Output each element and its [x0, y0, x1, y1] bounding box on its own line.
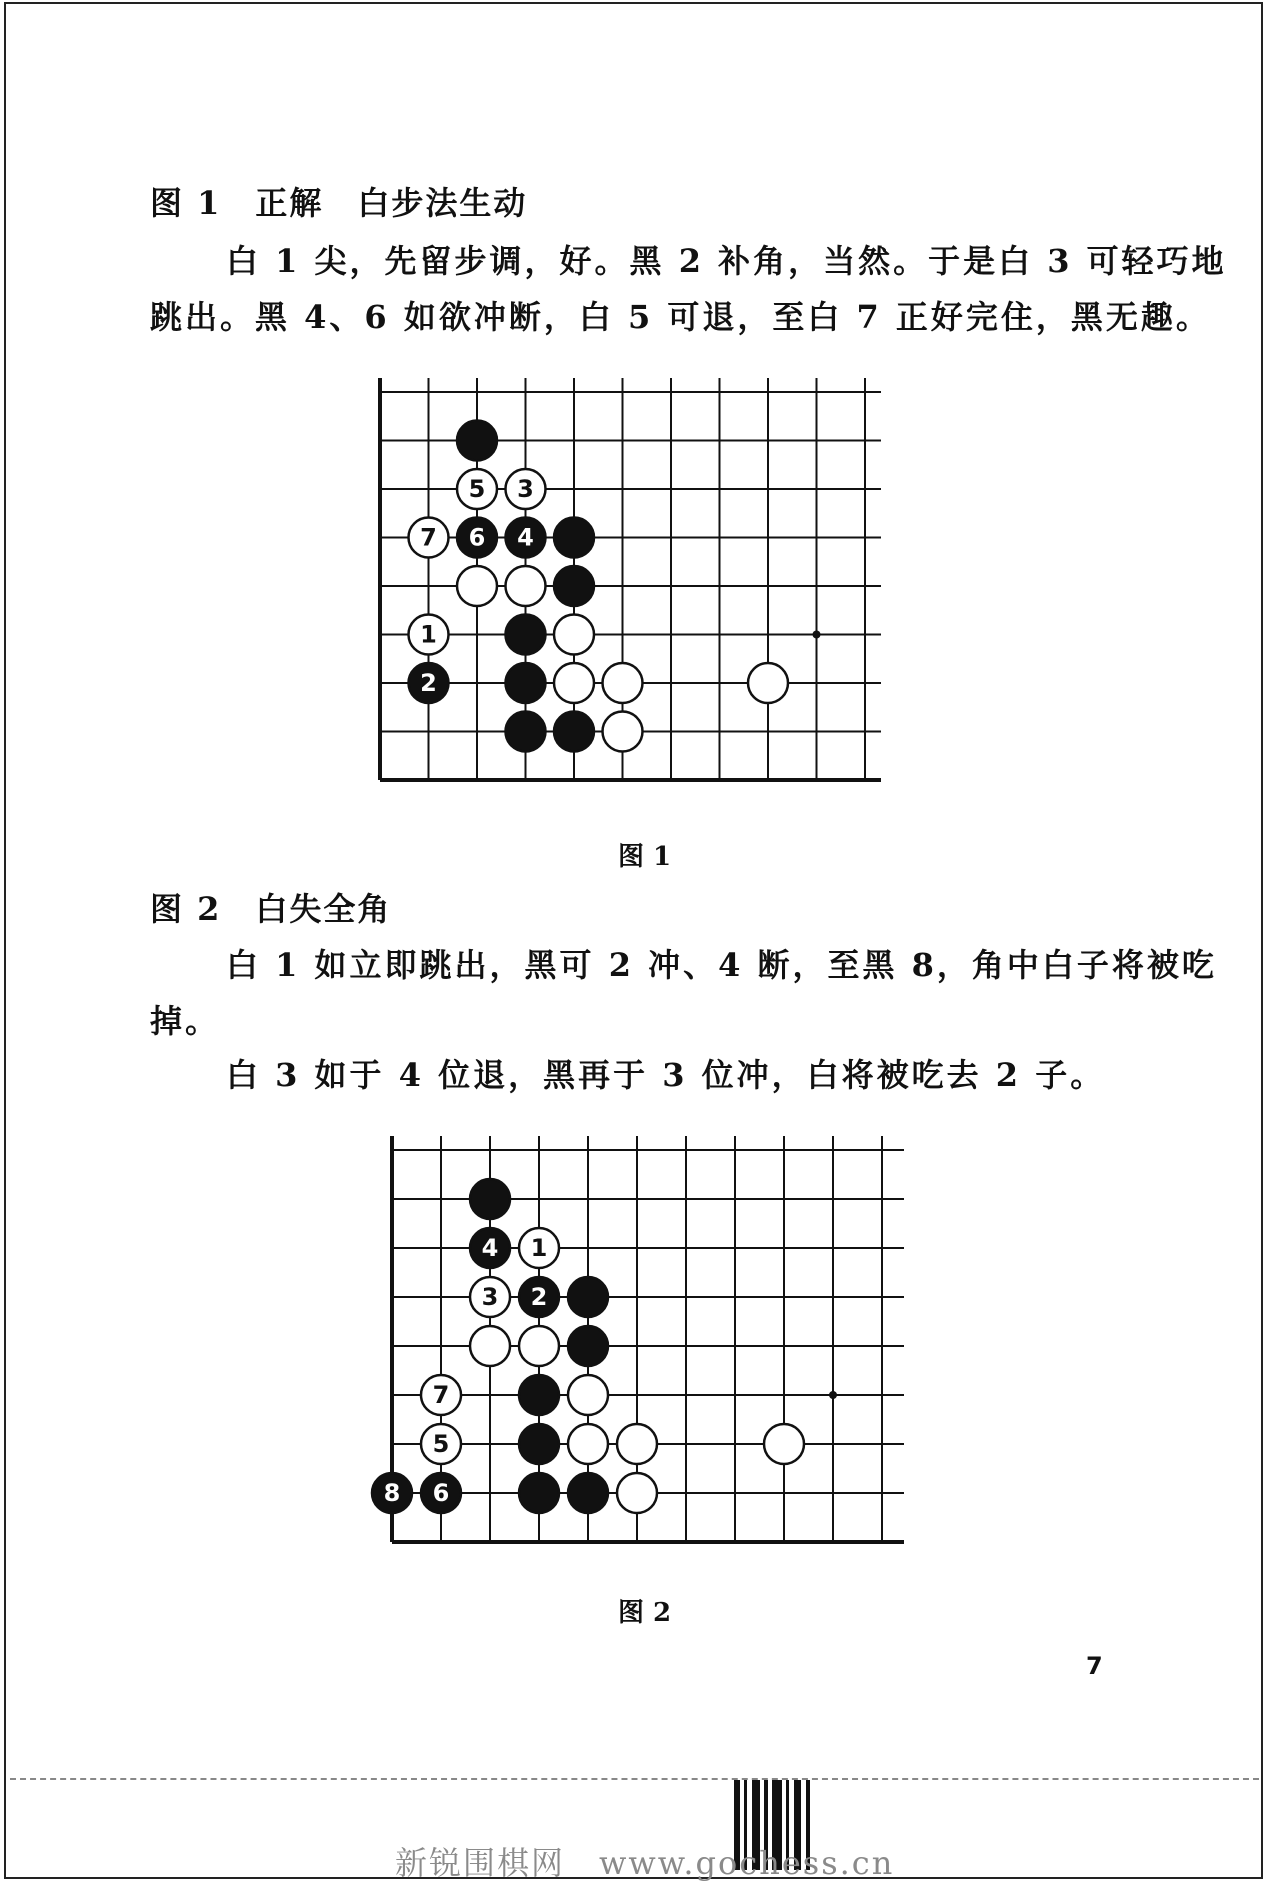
- white-stone: [470, 1326, 510, 1366]
- go-board-diagram-2: [370, 1122, 930, 1552]
- black-stone: [519, 1424, 559, 1464]
- move-number: 1: [530, 1234, 548, 1262]
- figure1-caption: 图 1: [618, 842, 672, 872]
- star-point: [813, 631, 821, 639]
- move-number: 1: [420, 620, 437, 649]
- black-stone: [568, 1277, 608, 1317]
- star-point: [829, 1391, 837, 1399]
- black-stone: [554, 712, 594, 752]
- white-stone: [470, 1277, 510, 1317]
- black-stone: [421, 1473, 461, 1513]
- white-stone: [603, 663, 643, 703]
- move-number: 2: [530, 1283, 548, 1311]
- white-stone: [409, 518, 449, 558]
- black-stone: [568, 1473, 608, 1513]
- move-number: 5: [432, 1430, 450, 1458]
- white-stone: [603, 712, 643, 752]
- black-stone: [568, 1326, 608, 1366]
- black-stone: [506, 518, 546, 558]
- white-stone: [409, 615, 449, 655]
- black-stone: [506, 663, 546, 703]
- go-board-diagram-1: [370, 360, 910, 790]
- white-stone: [519, 1326, 559, 1366]
- white-stone: [554, 615, 594, 655]
- black-stone: [519, 1473, 559, 1513]
- figure2-heading: 图 2 白失全角: [150, 890, 392, 928]
- move-number: 6: [432, 1479, 450, 1507]
- white-stone: [506, 469, 546, 509]
- figure2-caption: 图 2: [618, 1598, 672, 1628]
- move-number: 5: [468, 475, 486, 503]
- black-stone: [457, 518, 497, 558]
- white-stone: [519, 1228, 559, 1268]
- black-stone: [457, 421, 497, 461]
- figure2-text-line-2: 掉。: [150, 1002, 221, 1040]
- white-stone: [748, 663, 788, 703]
- figure1-text-line-2: 跳出。黑 4、6 如欲冲断，白 5 可退，至白 7 正好完住，黑无趣。: [150, 298, 1211, 336]
- figure2-text-line-1: 白 1 如立即跳出，黑可 2 冲、4 断，至黑 8，角中白子将被吃: [226, 946, 1217, 984]
- figure1-heading: 图 1 正解 白步法生动: [150, 184, 528, 222]
- black-stone: [554, 566, 594, 606]
- page-number: 7: [1086, 1652, 1103, 1680]
- move-number: 3: [481, 1283, 499, 1311]
- white-stone: [617, 1424, 657, 1464]
- move-number: 2: [420, 669, 437, 697]
- move-number: 3: [517, 475, 534, 503]
- site-watermark: 新锐围棋网 www.gochess.cn: [395, 1844, 895, 1882]
- white-stone: [764, 1424, 804, 1464]
- black-stone: [519, 1375, 559, 1415]
- black-stone: [554, 518, 594, 558]
- move-number: 4: [517, 523, 534, 552]
- white-stone: [457, 566, 497, 606]
- white-stone: [506, 566, 546, 606]
- figure1-text-line-1: 白 1 尖，先留步调，好。黑 2 补角，当然。于是白 3 可轻巧地: [226, 242, 1227, 280]
- white-stone: [617, 1473, 657, 1513]
- white-stone: [421, 1375, 461, 1415]
- footer-divider: [10, 1778, 1259, 1780]
- black-stone: [372, 1473, 412, 1513]
- black-stone: [470, 1228, 510, 1268]
- white-stone: [457, 469, 497, 509]
- move-number: 6: [468, 523, 486, 552]
- black-stone: [506, 712, 546, 752]
- white-stone: [554, 663, 594, 703]
- black-stone: [519, 1277, 559, 1317]
- black-stone: [409, 663, 449, 703]
- white-stone: [568, 1375, 608, 1415]
- white-stone: [421, 1424, 461, 1464]
- move-number: 7: [420, 523, 437, 552]
- move-number: 8: [383, 1479, 401, 1507]
- white-stone: [568, 1424, 608, 1464]
- figure2-text-line-3: 白 3 如于 4 位退，黑再于 3 位冲，白将被吃去 2 子。: [226, 1056, 1106, 1094]
- black-stone: [470, 1179, 510, 1219]
- move-number: 4: [481, 1234, 499, 1262]
- black-stone: [506, 615, 546, 655]
- move-number: 7: [432, 1381, 450, 1409]
